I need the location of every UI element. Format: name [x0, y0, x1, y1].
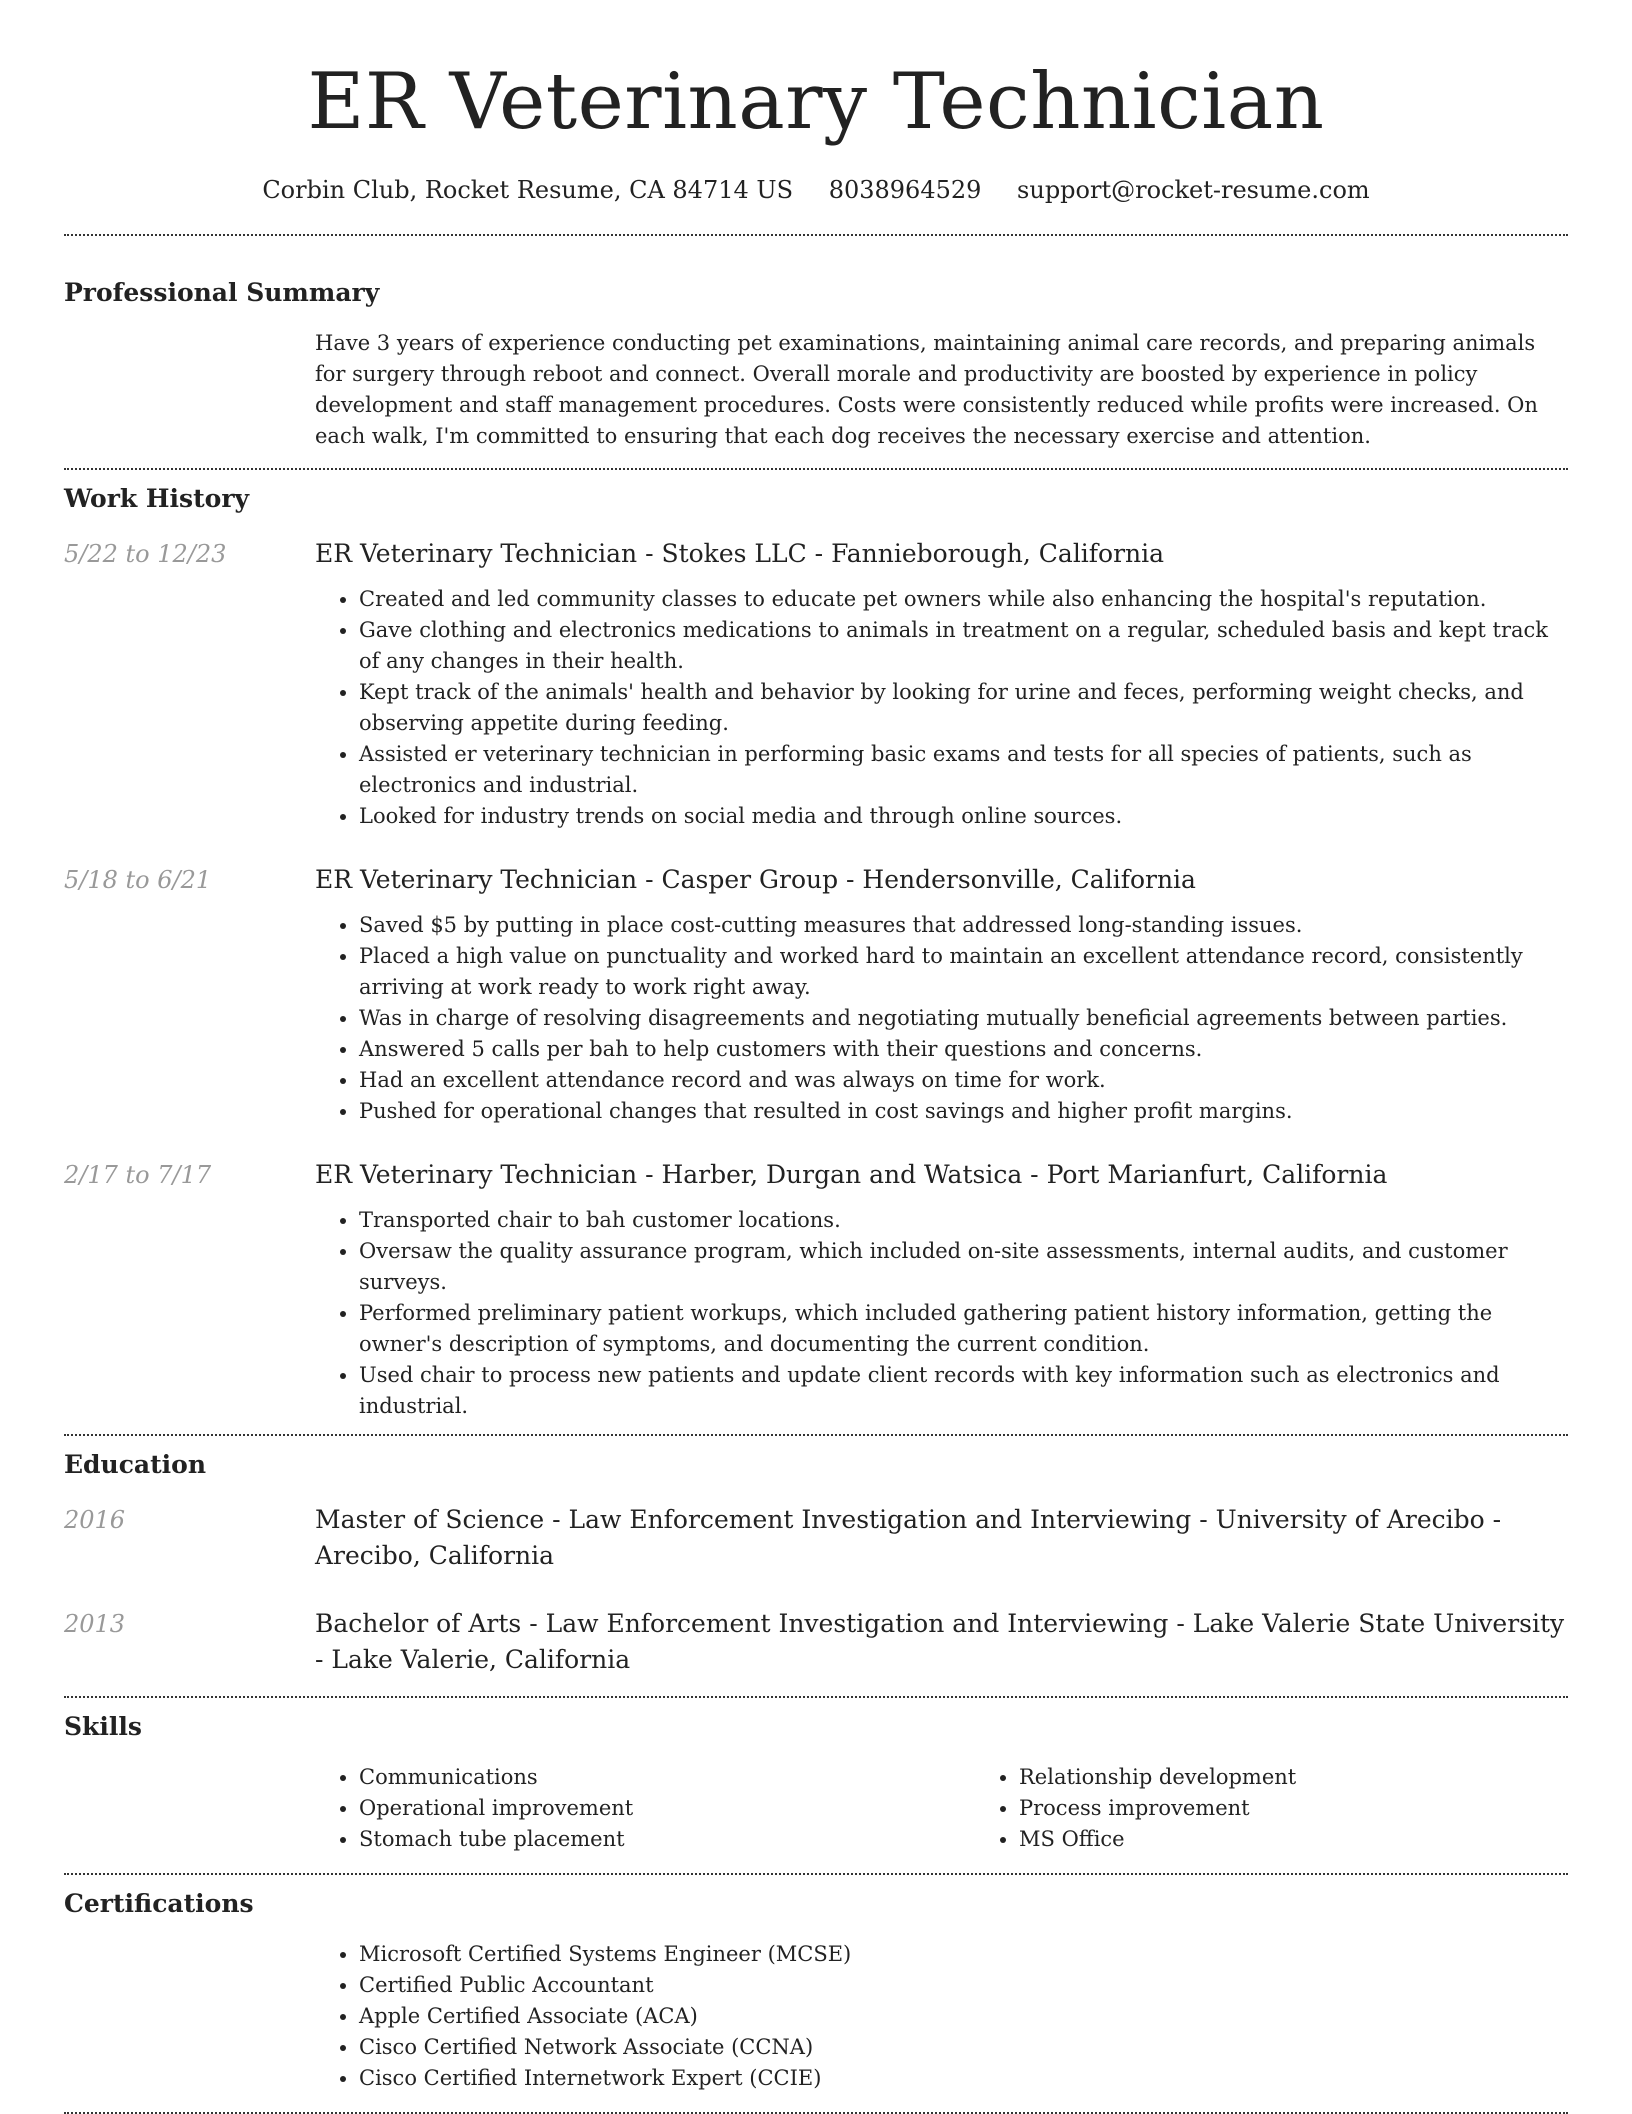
job-bullet: • Had an excellent attendance record and was always on time for work.: [359, 1065, 1568, 1096]
certifications-section: [64, 1887, 1568, 2094]
job-bullet: • Gave clothing and electronics medications to animals in treatment on a regular, scheduled basis and kept track of any changes in their health.: [359, 615, 1568, 677]
certifications-list: [315, 1939, 1568, 2094]
certification-item: • Microsoft Certified Systems Engineer (MCSE): [359, 1939, 1568, 1970]
skill-item: • Relationship development: [1019, 1762, 1632, 1793]
divider: [64, 1873, 1568, 1875]
skill-item: • Communications: [359, 1762, 975, 1793]
job-bullet: • Saved $5 by putting in place cost-cutting measures that addressed long-standing issues.: [359, 910, 1568, 941]
job-bullet: • Placed a high value on punctuality and worked hard to maintain an excellent attendance record, consistently arriving at work ready to work right away.: [359, 941, 1568, 1003]
education-entry: [64, 1606, 1568, 1678]
divider: [64, 1434, 1568, 1436]
job-bullet: • Answered 5 calls per bah to help customers with their questions and concerns.: [359, 1034, 1568, 1065]
skill-item: • MS Office: [1019, 1824, 1632, 1855]
job-bullet: • Oversaw the quality assurance program, which included on-site assessments, internal audits, and customer surveys.: [359, 1236, 1568, 1298]
education-degree: Bachelor of Arts - Law Enforcement Investigation and Interviewing - Lake Valerie State University - Lake Valerie, California: [315, 1609, 1565, 1674]
job-bullet: • Pushed for operational changes that resulted in cost savings and higher profit margins.: [359, 1096, 1568, 1127]
divider: [64, 1696, 1568, 1698]
section-title-certifications: Certifications: [64, 1889, 254, 1918]
job-entry: [64, 1157, 1568, 1422]
job-bullet: • Kept track of the animals' health and behavior by looking for urine and feces, performing weight checks, and observing appetite during feeding.: [359, 677, 1568, 739]
job-bullet: • Created and led community classes to educate pet owners while also enhancing the hospital's reputation.: [359, 584, 1568, 615]
section-title-education: Education: [64, 1450, 207, 1479]
job-dates: 2/17 to 7/17: [64, 1161, 212, 1189]
education-section: [64, 1448, 1568, 1678]
certification-item: • Cisco Certified Internetwork Expert (CCIE): [359, 2063, 1568, 2094]
certification-item: • Certified Public Accountant: [359, 1970, 1568, 2001]
job-bullet: • Looked for industry trends on social media and through online sources.: [359, 801, 1568, 832]
resume-page: [64, 0, 1568, 2114]
job-dates: 5/18 to 6/21: [64, 866, 212, 894]
contact-address: Corbin Club, Rocket Resume, CA 84714 US: [262, 176, 794, 204]
summary-text: Have 3 years of experience conducting pet examinations, maintaining animal care records, and preparing animals for surgery through reboot and connect. Overall morale and productivity are boosted by experience in policy development and staff management procedures. Costs were consistently reduced while profits were increased. On each walk, I'm committed to ensuring that each dog receives the necessary exercise and attention.: [315, 331, 1538, 448]
section-title-work-history: Work History: [64, 484, 250, 513]
job-bullets: [315, 910, 1568, 1127]
skill-item: • Operational improvement: [359, 1793, 975, 1824]
skill-item: • Process improvement: [1019, 1793, 1632, 1824]
divider: [64, 468, 1568, 470]
skill-item: • Stomach tube placement: [359, 1824, 975, 1855]
job-title: ER Veterinary Technician - Harber, Durgan and Watsica - Port Marianfurt, California: [315, 1160, 1388, 1189]
education-entry: [64, 1502, 1568, 1574]
summary-section: [64, 276, 1568, 452]
contact-line: [64, 172, 1568, 208]
job-bullets: [315, 584, 1568, 832]
job-bullets: [315, 1205, 1568, 1422]
job-title: ER Veterinary Technician - Stokes LLC - Fannieborough, California: [315, 539, 1165, 568]
section-title-summary: Professional Summary: [64, 278, 380, 307]
skills-list-right: [975, 1762, 1632, 1855]
education-year: 2013: [64, 1610, 126, 1638]
certification-item: • Cisco Certified Network Associate (CCNA): [359, 2032, 1568, 2063]
divider: [64, 234, 1568, 236]
job-bullet: • Assisted er veterinary technician in performing basic exams and tests for all species of patients, such as electronics and industrial.: [359, 739, 1568, 801]
skills-list-left: [315, 1762, 975, 1855]
job-entry: [64, 536, 1568, 832]
job-bullet: • Was in charge of resolving disagreements and negotiating mutually beneficial agreements between parties.: [359, 1003, 1568, 1034]
education-year: 2016: [64, 1506, 126, 1534]
section-title-skills: Skills: [64, 1712, 142, 1741]
work-history-section: [64, 482, 1568, 1422]
job-entry: [64, 862, 1568, 1127]
job-dates: 5/22 to 12/23: [64, 540, 227, 568]
contact-phone: 8038964529: [828, 176, 982, 204]
certification-item: • Apple Certified Associate (ACA): [359, 2001, 1568, 2032]
skills-section: [64, 1710, 1568, 1855]
job-bullet: • Performed preliminary patient workups, which included gathering patient history information, getting the owner's description of symptoms, and documenting the current condition.: [359, 1298, 1568, 1360]
education-degree: Master of Science - Law Enforcement Investigation and Interviewing - University of Arecibo - Arecibo, California: [315, 1505, 1502, 1570]
job-bullet: • Transported chair to bah customer locations.: [359, 1205, 1568, 1236]
candidate-name: ER Veterinary Technician: [307, 57, 1325, 147]
job-title: ER Veterinary Technician - Casper Group - Hendersonville, California: [315, 865, 1196, 894]
contact-email: support@rocket-resume.com: [1017, 176, 1370, 204]
job-bullet: • Used chair to process new patients and update client records with key information such as electronics and industrial.: [359, 1360, 1568, 1422]
